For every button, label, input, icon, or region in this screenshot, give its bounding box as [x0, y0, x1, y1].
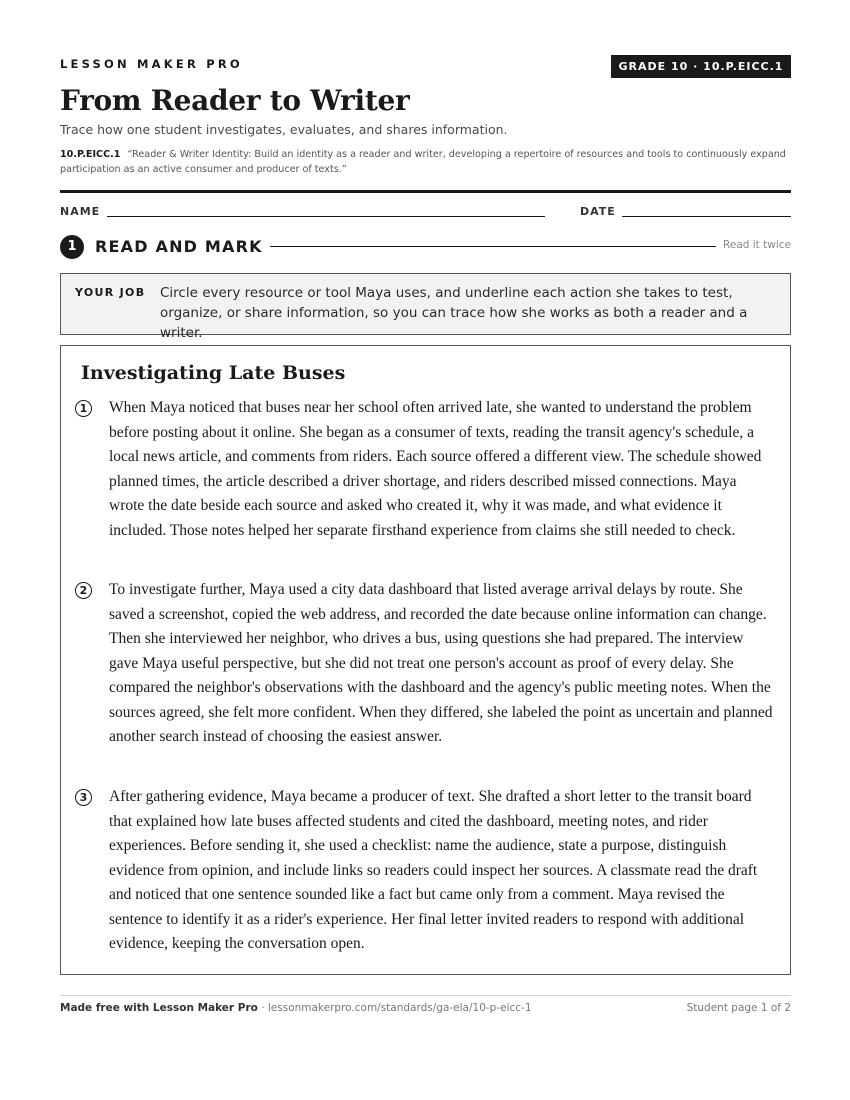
name-field[interactable] — [107, 216, 545, 217]
paragraph-number: 2 — [75, 582, 92, 599]
footer-made-label: Made free with Lesson Maker Pro — [60, 1002, 258, 1014]
grade-badge: GRADE 10 · 10.P.EICC.1 — [611, 55, 791, 78]
paragraph-text: To investigate further, Maya used a city data dashboard that listed average arrival delays by route. She saved a screenshot, copied the web address, and recorded the date because online information can change. Then she interviewed her neighbor, who drives a bus, using questions she had prepared. The interview gave Maya useful perspective, but she did not treat one person's account as proof of every delay. She compared the neighbor's observations with the dashboard and the agency's public meeting notes. When the sources agreed, she felt more confident. When they differed, she labeled the point as uncertain and planned another search instead of choosing the easiest answer. — [109, 581, 773, 745]
page-subtitle: Trace how one student investigates, evaluates, and shares information. — [60, 122, 508, 137]
passage-title: Investigating Late Buses — [81, 362, 346, 384]
standard-text: “Reader & Writer Identity: Build an identity as a reader and writer, developing a repertoire of resources and tools to continuously expand participation as an active consumer and producer of texts.” — [60, 149, 786, 175]
header-divider — [60, 190, 791, 193]
footer-url[interactable]: lessonmakerpro.com/standards/ga-ela/10-p-eicc-1 — [267, 1002, 532, 1014]
paragraph-number: 1 — [75, 400, 92, 417]
section-title: READ AND MARK — [95, 237, 263, 256]
section-divider — [270, 246, 716, 247]
page-title: From Reader to Writer — [60, 84, 410, 117]
paragraph-text: When Maya noticed that buses near her school often arrived late, she wanted to understand the problem before posting about it online. She began as a consumer of texts, reading the transit agency's schedule, a local news article, and comments from riders. Each source offered a different view. The schedule showed planned times, the article described a driver shortage, and riders described missed connections. Maya wrote the date beside each source and asked who created it, why it was made, and what evidence it included. Those notes helped her separate firsthand experience from claims she still needed to check. — [109, 399, 762, 539]
date-field[interactable] — [622, 216, 791, 217]
standard-description — [60, 147, 791, 177]
paragraph-text: After gathering evidence, Maya became a producer of text. She drafted a short letter to the transit board that explained how late buses affected students and cited the dashboard, meeting notes, and rider experiences. Before sending it, she used a checklist: name the audience, state a purpose, distinguish evidence from opinion, and include links so readers could inspect her sources. A classmate read the draft and noticed that one sentence sounded like a fact but came only from a comment. Maya revised the sentence to identify it as a rider's experience. Her final letter invited readers to respond with additional evidence, keeping the conversation open. — [109, 788, 758, 952]
footer-divider — [60, 995, 791, 996]
job-instructions: Circle every resource or tool Maya uses, and underline each action she takes to test, organize, or share information, so you can trace how she works as both a reader and a writer. — [160, 285, 748, 341]
passage-paragraph-3 — [75, 785, 775, 957]
section-number: 1 — [60, 235, 84, 259]
brand-name: LESSON MAKER PRO — [60, 57, 243, 71]
name-label: NAME — [60, 205, 101, 218]
passage-paragraph-1 — [75, 396, 775, 543]
paragraph-number: 3 — [75, 789, 92, 806]
job-label: YOUR JOB — [75, 286, 146, 299]
job-box — [60, 273, 791, 341]
date-label: DATE — [580, 205, 616, 218]
footer-separator: · — [257, 1002, 268, 1014]
footer-page-number: Student page 1 of 2 — [686, 1002, 791, 1014]
reading-passage — [60, 345, 791, 975]
section-hint: Read it twice — [723, 239, 791, 251]
standard-code: 10.P.EICC.1 — [60, 149, 121, 160]
passage-paragraph-2 — [75, 578, 775, 750]
footer-credit — [60, 1002, 532, 1014]
